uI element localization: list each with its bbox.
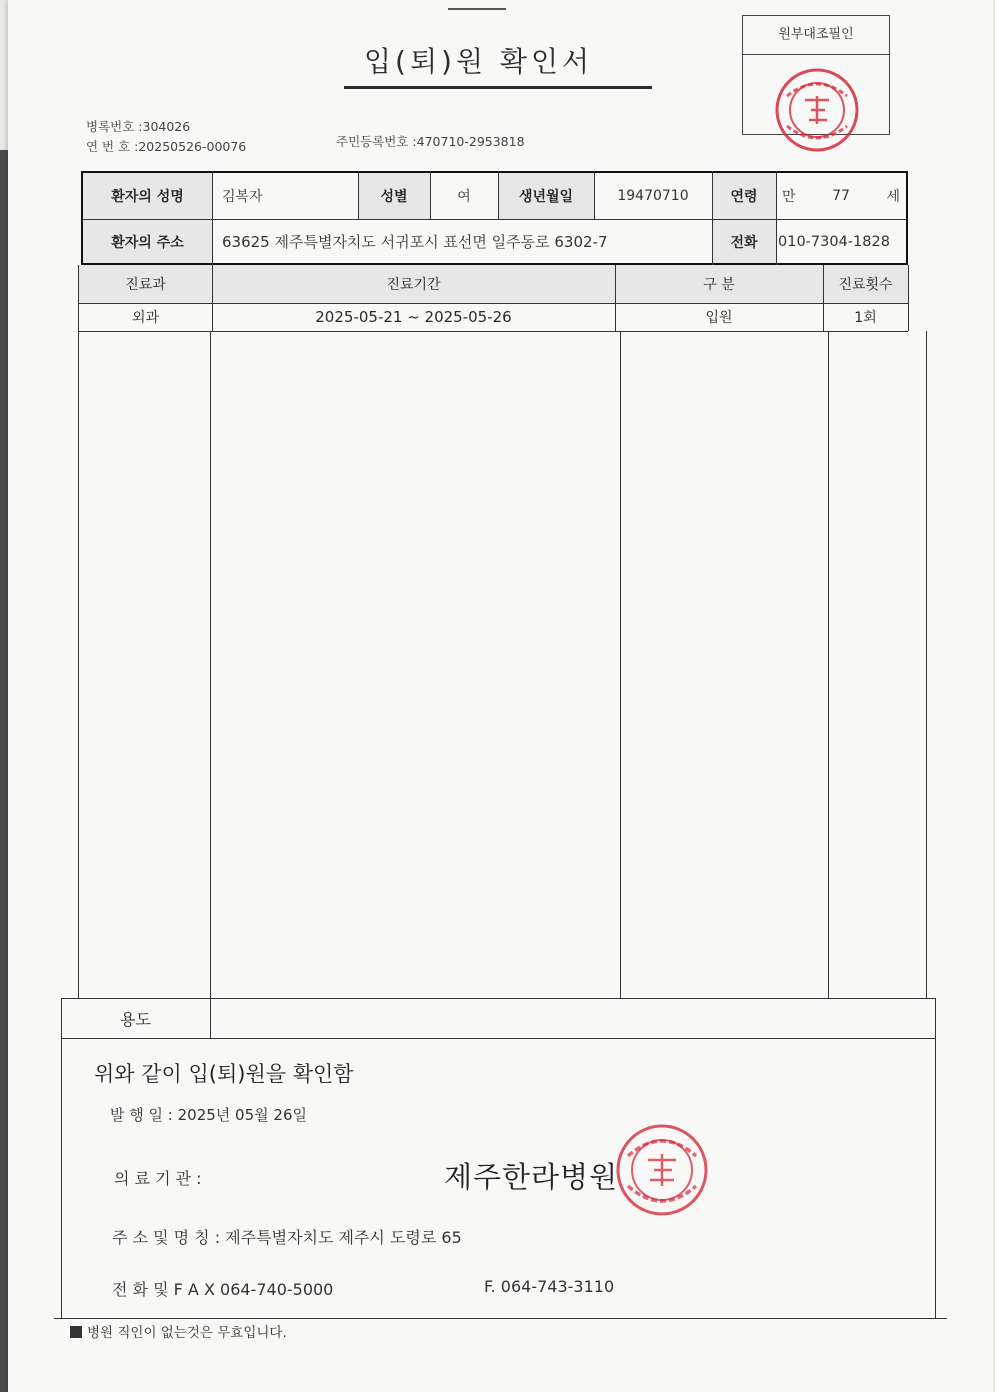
table-border: [615, 265, 616, 331]
address-row: [112, 1225, 462, 1248]
issue-date-row: [110, 1104, 307, 1125]
table-border: [906, 171, 908, 265]
age-prefix: 만: [782, 189, 796, 205]
table-border: [908, 265, 909, 331]
footer-phone-value: 064-740-5000: [220, 1280, 334, 1299]
serial-number-label: 연 번 호 :: [86, 139, 139, 154]
table-border: [712, 171, 713, 265]
confirmation-statement: 위와 같이 입(퇴)원을 확인함: [94, 1062, 354, 1086]
sex-value: 여: [457, 189, 471, 205]
issue-date-value: 2025년 05월 26일: [177, 1106, 307, 1124]
validity-notice-text: 병원 직인이 없는것은 무효입니다.: [87, 1325, 287, 1341]
checkbox-icon: [70, 1326, 82, 1338]
table-border: [81, 171, 83, 265]
header-department: 진료과: [79, 265, 212, 303]
table-border: [430, 171, 431, 219]
table-border: [79, 331, 908, 332]
issue-date-label: 발 행 일 :: [110, 1106, 173, 1124]
table-border: [81, 171, 908, 173]
phone-fax-row: [112, 1277, 333, 1300]
birth-label: 생년월일: [498, 173, 594, 219]
header-period: 진료기간: [212, 265, 615, 303]
address-value: 63625 제주특별자치도 서귀포시 표선면 일주동로 6302-7: [222, 233, 608, 251]
title-underline: [344, 86, 652, 89]
purpose-label: 용도: [120, 1009, 151, 1029]
footer-address-value: 제주특별자치도 제주시 도령로 65: [225, 1228, 462, 1247]
serial-number: [86, 137, 246, 155]
row-department: 외과: [131, 310, 160, 326]
table-border: [79, 303, 908, 304]
record-number-value: 304026: [142, 119, 191, 134]
purpose-value: [210, 998, 935, 1038]
phone-fax-label: 전 화 및 F A X: [112, 1280, 215, 1299]
verification-seal-box: [742, 15, 890, 135]
table-border: [594, 171, 595, 219]
record-number: [86, 117, 190, 135]
table-border: [828, 331, 829, 999]
sex-label: 성별: [358, 173, 430, 219]
resident-number-value: 470710-2953818: [416, 134, 525, 149]
table-border: [776, 171, 777, 265]
table-border: [620, 331, 621, 999]
patient-name-label: 환자의 성명: [83, 173, 212, 219]
birth-value: 19470710: [617, 188, 689, 204]
table-border: [212, 265, 213, 331]
table-border: [61, 998, 62, 1319]
document-paper: [8, 0, 993, 1392]
table-border: [926, 331, 927, 999]
age-number: 77: [832, 188, 850, 204]
resident-number: [336, 132, 525, 150]
row-visit-count: 1회: [854, 310, 877, 326]
patient-name-value: 김복자: [222, 189, 263, 205]
hospital-name: 제주한라병원: [444, 1160, 619, 1194]
row-category: 입원: [705, 310, 733, 326]
validity-notice: [70, 1321, 287, 1341]
table-border: [358, 171, 359, 219]
table-border: [498, 171, 499, 219]
serial-number-value: 20250526-00076: [138, 139, 247, 154]
institution-label: 의 료 기 관 :: [114, 1169, 202, 1188]
table-border: [210, 331, 211, 1038]
phone-label: 전화: [712, 219, 776, 264]
table-border: [54, 1318, 947, 1319]
table-border: [212, 171, 213, 265]
seal-box-label: 원부대조필인: [743, 16, 889, 55]
footer-address-label: 주 소 및 명 칭 :: [112, 1228, 221, 1247]
phone-value: 010-7304-1828: [778, 233, 890, 250]
table-border: [81, 219, 908, 220]
age-unit: 세: [886, 189, 900, 205]
row-period: 2025-05-21 ~ 2025-05-26: [315, 308, 512, 326]
hospital-seal-icon: [614, 1122, 710, 1218]
top-mark: [448, 8, 506, 10]
address-label: 환자의 주소: [83, 219, 212, 264]
table-border: [78, 265, 79, 999]
age-label: 연령: [712, 173, 776, 219]
record-number-label: 병록번호 :: [86, 119, 143, 134]
age-value: [776, 173, 906, 219]
header-visit-count: 진료횟수: [823, 265, 908, 303]
table-border: [61, 1038, 935, 1039]
table-border: [935, 998, 936, 1319]
page-edge-shadow: [0, 150, 8, 1392]
header-category: 구 분: [615, 265, 823, 303]
table-border: [823, 265, 824, 331]
verification-seal-icon: [773, 66, 861, 154]
page-title: 입(퇴)원 확인서: [364, 45, 594, 78]
resident-number-label: 주민등록번호 :: [336, 134, 417, 149]
footer-fax-value: F. 064-743-3110: [484, 1277, 615, 1296]
